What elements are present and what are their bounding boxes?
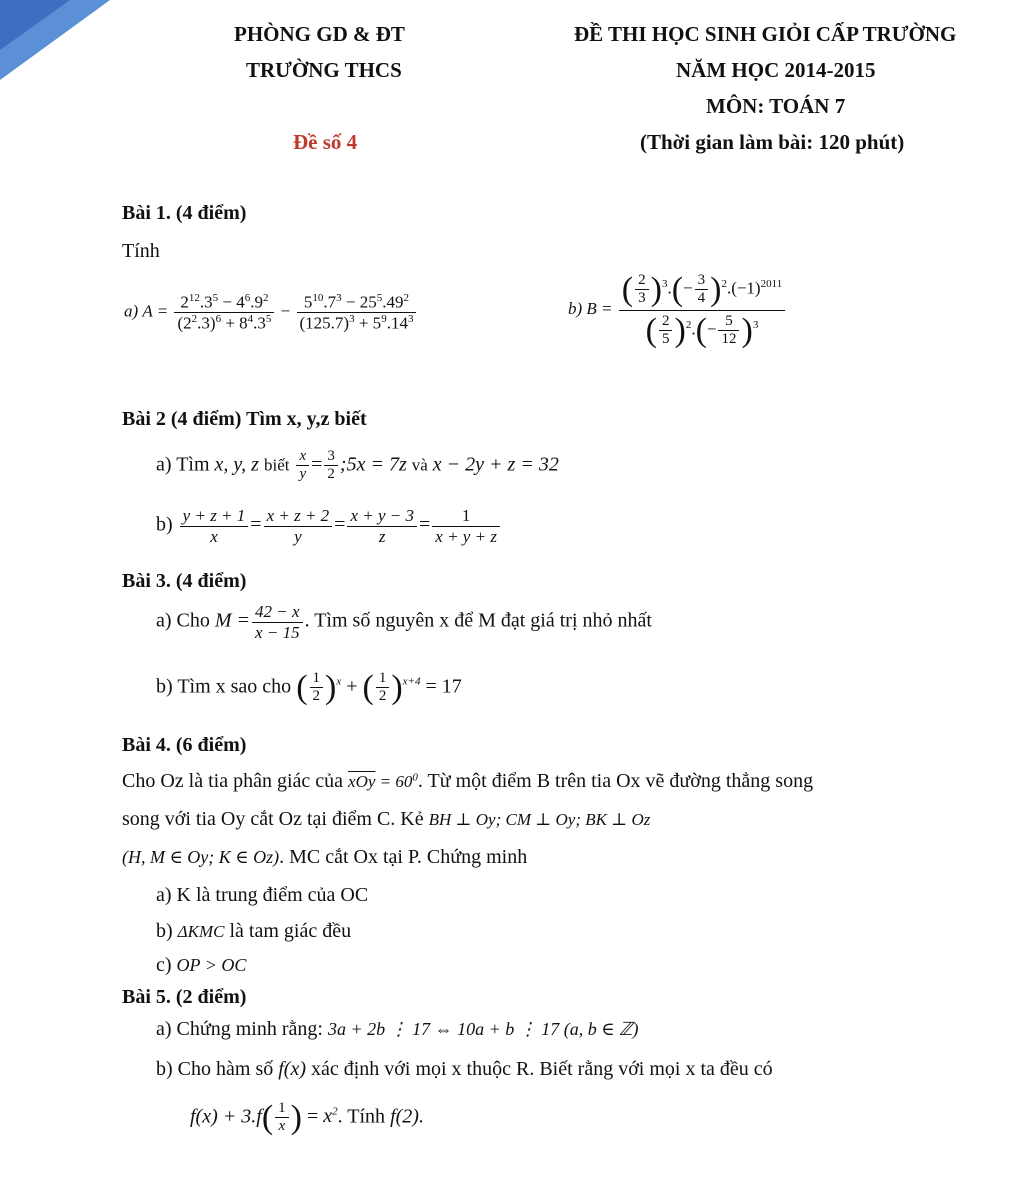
bai3-a-label: a): [156, 609, 172, 632]
time-limit: (Thời gian làm bài: 120 phút): [640, 130, 905, 154]
bai1-a-expression: a) A = $\frac{2^{12}.3^5 - 4^6.9^2}{(2^2.3)^6 + 8^4.3^5}$ − $\frac{5^{10}.7^3 - 25^5.49^2}{(125.7)^3 + 5^9.14^3}$: [124, 292, 418, 333]
bai1-title: Bài 1. (4 điểm): [122, 202, 247, 224]
bai4-c-label: c): [156, 954, 172, 976]
bai5-b: b) Cho hàm số f(x) xác định với mọi x thuộc R. Biết rằng với mọi x ta đều có: [156, 1058, 773, 1080]
bai2-a-label: a): [156, 453, 172, 476]
bai1-b-label: b): [568, 298, 583, 318]
bai2-b-label: b): [156, 513, 173, 536]
corner-decoration: [0, 0, 110, 80]
bai3-b-label: b): [156, 675, 173, 698]
bai4-line3: (H, M ∈ Oy; K ∈ Oz). MC cắt Ox tại P. Chứng minh: [122, 846, 528, 868]
bai4-b: b) ΔKMC là tam giác đều: [156, 920, 352, 942]
bai4-a: a) K là trung điểm của OC: [156, 884, 369, 906]
exam-code: Đề số 4: [293, 130, 358, 154]
bai4-line1: Cho Oz là tia phân giác của $\overline{xOy} = 60^0$. Từ một điểm B trên tia Ox vẽ đường thẳng song: [122, 770, 814, 792]
bai3-a: a) Cho M = $\frac{42 - x}{x - 15}$ . Tìm số nguyên x để M đạt giá trị nhỏ nhất: [156, 602, 652, 642]
bai5-b-label: b): [156, 1058, 173, 1080]
bai5-title: Bài 5. (2 điểm): [122, 986, 247, 1008]
bai4-c: c) OP > OC: [156, 954, 247, 976]
bai4-title: Bài 4. (6 điểm): [122, 734, 247, 756]
bai2-a: a) Tìm x, y, z biết $\frac{x}{y}$ = $\frac{3}{2}$ ;5x = 7z và x − 2y + z = 32: [156, 448, 559, 483]
bai1-intro: Tính: [122, 240, 160, 262]
bai4-line2: song với tia Oy cắt Oz tại điểm C. Kẻ BH ⊥ Oy; CM ⊥ Oy; BK ⊥ Oz: [122, 808, 651, 830]
bai2-title: Bài 2 (4 điểm) Tìm x, y,z biết: [122, 408, 367, 430]
bai4-a-label: a): [156, 884, 172, 906]
subject: MÔN: TOÁN 7: [706, 94, 846, 118]
dept-name: PHÒNG GD & ĐT: [234, 22, 405, 46]
bai1-b-expression: b) B = ( $\frac{2}{3}$ )$^3$.(− $\frac{3}{4}$ )$^2.(-1)^{2011}$ ( $\frac{2}{5}$ )$^2$.(− $\frac{5}{12}$ )$^3$: [568, 272, 787, 348]
school-name: TRƯỜNG THCS: [246, 58, 402, 82]
bai2-b: b) $\frac{y + z + 1}{x}$ = $\frac{x + z + 2}{y}$ = $\frac{x + y - 3}{z}$ = $\frac{1}{x + y + z}$: [156, 506, 502, 546]
exam-title: ĐỀ THI HỌC SINH GIỎI CẤP TRƯỜNG: [574, 22, 957, 46]
bai5-a-label: a): [156, 1018, 172, 1040]
bai3-b: b) Tìm x sao cho ( $\frac{1}{2}$ )$^x$ + ( $\frac{1}{2}$ )$^{x+4}$ = 17: [156, 668, 462, 706]
bai5-b-equation: f(x) + 3.f( $\frac{1}{x}$ ) = $x^2$. Tính f(2).: [190, 1098, 424, 1136]
bai1-a-label: a): [124, 301, 139, 321]
bai3-title: Bài 3. (4 điểm): [122, 570, 247, 592]
school-year: NĂM HỌC 2014-2015: [676, 58, 876, 82]
bai4-b-label: b): [156, 920, 173, 942]
bai5-a: a) Chứng minh rằng: 3a + 2b ⋮ 17 ⇔ 10a + b ⋮ 17 (a, b ∈ ℤ): [156, 1018, 639, 1040]
